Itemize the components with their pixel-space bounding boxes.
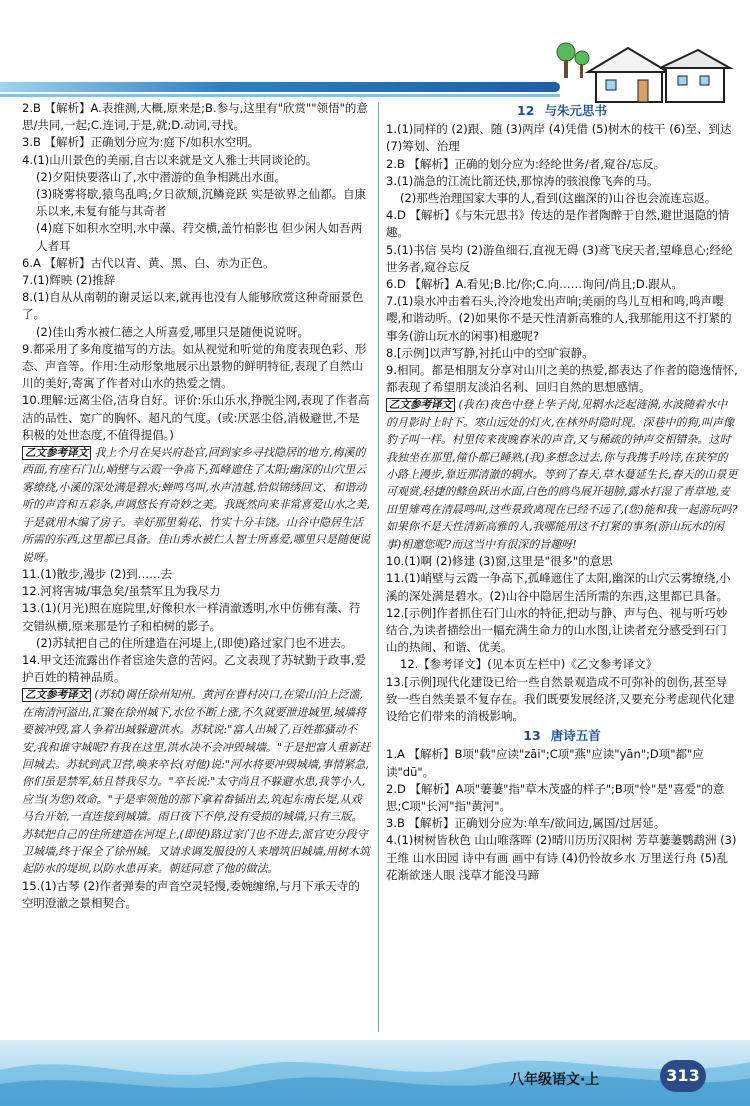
right-column xyxy=(386,100,738,884)
section-heading-12 xyxy=(386,102,738,119)
section-number: 12 xyxy=(517,103,535,118)
answer-item: 12.[示例]作者抓住石门山水的特征,把动与静、声与色、视与听巧妙结合,为读者描绘出一幅充满生命力的山水图,让读者充分感受到石门山的热闹、和谐、优美。 xyxy=(386,605,728,655)
answer-item: 2.D 【解析】A项"萋萋"指"草木茂盛的样子";B项"怜"是"喜爱"的意思;C项"长河"指"黄河"。 xyxy=(386,781,725,813)
answer-item: 3.B 【解析】正确划分应为:庭下/如积水空明。 xyxy=(22,135,260,150)
answer-item: (2)佳山秀水被仁德之人所喜爱,哪里只是随便说说呀。 xyxy=(36,324,309,339)
answer-item: 7.(1)辉映 (2)推辞 xyxy=(22,273,116,288)
footer-band xyxy=(0,1040,750,1106)
translation-tag: 乙文参考译文 xyxy=(22,446,91,460)
answer-item: 1.(1)同样的 (2)跟、随 (3)两岸 (4)凭借 (5)树木的枝干 (6)至、到达 (7)筹划、治理 xyxy=(386,122,732,154)
answer-item: 9.都采用了多角度描写的方法。如从视觉和听觉的角度表现色彩、形态、声音等。作用:生动形象地展示出景物的鲜明特征,表现了自然山川的美好,寄寓了作者对山水的热爱之情。 xyxy=(22,341,367,391)
answer-item: 10.(1)啊 (2)修建 (3)窗,这里是"很多"的意思 xyxy=(386,554,613,569)
answer-item: 7.(1)泉水冲击着石头,泠泠地发出声响;美丽的鸟儿互相和鸣,鸣声嘤嘤,和谐动听。(2)如果你不是天性清新高雅的人,我那能用这不打紧的事务(游山玩水的闲事)相邀呢? xyxy=(386,294,732,343)
house-illustration-icon xyxy=(548,38,738,106)
answer-item: 4.(1)树树皆秋色 山山唯落晖 (2)晴川历历汉阳树 芳草萋萋鹦鹉洲 (3)王维 山水田园 诗中有画 画中有诗 (4)仍怜故乡水 万里送行舟 (5)乱花渐欲迷人眼 浅草才能没马蹄 xyxy=(386,833,737,882)
section-title: 唐诗五首 xyxy=(550,728,601,744)
header-stripe-thin xyxy=(0,94,560,97)
left-column xyxy=(22,100,370,912)
answer-item: 2.B 【解析】A.表推测,大概,原来是;B.参与,这里有"欣赏""领悟"的意思/共同,一起;C.连词,于是,就;D.动词,寻找。 xyxy=(22,101,368,133)
section-number: 13 xyxy=(523,728,541,744)
answer-item: 15.(1)古琴 (2)作者弹奏的声音空灵轻慢,委婉缠绵,与月下承天寺的空明澄澈之景相契合。 xyxy=(22,878,360,910)
translation-text: 我上个月在吴兴府赴官,回到家乡寻找隐居的地方,梅溪的西面,有座石门山,峭壁与云霞一争高下,孤峰遮住了太阳;幽深的山穴里云雾缭绕,小溪的深处满是碧水;蝉鸣鸟叫,水声清越,恰似锦绣回文、和谐动听的声音和五彩条,声调悠长有奇妙之美。我既然向来非常喜爱山水之美,于是就用木编了房子。幸好那里菊花、竹实十分丰饶。山谷中隐居生活所需的东西,这里都已具备。佳山秀水被仁人智士所喜爱,哪里只是随便说说呀。 xyxy=(22,446,370,564)
answer-item: 4.D 【解析】《与朱元思书》传达的是作者陶醉于自然,避世退隐的情趣。 xyxy=(386,208,730,240)
footer-label: 八年级语文·上 xyxy=(510,1072,600,1088)
answer-item: 5.(1)书信 吴均 (2)游鱼细石,直视无碍 (3)鸢飞戾天者,望峰息心;经纶世务者,窥谷忘反 xyxy=(386,242,733,274)
translation-text: (我在)夜色中登上华子岗,见辋水泛起涟漪,水波随着水中的月影时上时下。寒山远处的灯火,在林外时隐时现。深巷中的狗,叫声像豹子叫一样。村里传来夜晚舂米的声音,又与稀疏的钟声交相错杂。这时我独坐在那里,僮仆都已睡熟,(我)多想念过去,你与我携手吟诗,在狭窄的小路上漫步,靠近那清澈的辋水。等到了春天,草木蔓延生长,春天的山景更可观赏,轻捷的鲦鱼跃出水面,白色的鸥鸟展开翅膀,露水打湿了青草地,麦田里雉鸡在清晨鸣叫,这些景致离现在已经不远了,(您)能和我一起游玩吗?如果你不是天性清新高雅的人,我哪能用这不打紧的事务(游山玩水的闲事)相邀您呢?而这当中有很深的旨趣呀! xyxy=(386,398,738,551)
answer-item: 1.A 【解析】B项"载"应读"zāi";C项"燕"应读"yān";D项"都"应读"dū"。 xyxy=(386,747,704,779)
translation-tag: 乙文参考译文 xyxy=(22,688,91,702)
answer-note: 12.【参考译文】(见本页左栏中)《乙文参考译文》 xyxy=(400,657,658,672)
translation-block xyxy=(22,686,370,877)
answer-item: 10.理解:远离尘俗,洁身自好。评价:乐山乐水,挣脱尘网,表现了作者高洁的品性、宽广的胸怀、超凡的气度。(或:厌恶尘俗,消极避世,不是积极的处世态度,不值得提倡。) xyxy=(22,393,370,442)
answer-item: 11.(1)峭壁与云霞一争高下,孤峰遮住了太阳,幽深的山穴云雾缭绕,小溪的深处满是碧水。(2)山谷中隐居生活所需的东西,这里都已具备。 xyxy=(386,571,731,603)
answer-item: 6.D 【解析】A.看见;B.比/你;C.向……询问/尚且;D.跟从。 xyxy=(386,277,683,292)
answer-item: (2)那些治理国家大事的人,看到(这幽深的)山谷也会流连忘返。 xyxy=(400,191,717,206)
translation-text: (苏轼)调任徐州知州。黄河在曹村决口,在梁山泊上泛滥,在南清河溢出,汇聚在徐州城下,水位不断上涨,不久就要泄进城里,城墙将要被冲毁,富人争着出城躲避洪水。苏轼说:"富人出城了,百姓都骚动不安,我和谁守城呢?有我在这里,洪水决不会冲毁城墙。"于是把富人重新赶回城去。苏轼到武卫营,唤来卒长(对他)说:"河水将要冲毁城墙,事情紧急,你们虽是禁军,姑且替我尽力。"卒长说:"太守尚且不躲避水患,我等小人,应当(为您)效命。"于是率领他的部下拿着畚锸出去,筑起东南长堤,从戏马台开始,一直连接到城墙。雨日夜下不停,没有受损的城墙,只有三版。苏轼把自己的住所建造在河堤上,(即使)路过家门也不进去,派官吏分段守卫城墙,终于保全了徐州城。又请求调发服役的人来增筑旧城墙,用树木筑起防水的堤坝,以防水患再来。朝廷同意了他的做法。 xyxy=(22,688,370,876)
answer-item: 4.(1)山川景色的美丽,自古以来就是文人雅士共同谈论的。 xyxy=(22,152,318,167)
answer-item: (4)庭下如积水空明,水中藻、荇交横,盖竹柏影也 但少闲人如吾两人者耳 xyxy=(36,221,363,253)
answer-page xyxy=(0,100,750,1040)
header-stripe xyxy=(0,82,560,92)
answer-item: 2.B 【解析】正确的划分应为:经纶世务/者,窥谷/忘反。 xyxy=(386,156,666,171)
answer-item: 8.[示例]以声写静,衬托山中的空旷寂静。 xyxy=(386,345,594,360)
translation-block xyxy=(386,396,738,553)
translation-tag: 乙文参考译文 xyxy=(386,398,455,412)
answer-item: 13.[示例]现代化建设已给一些自然景观造成不可弥补的创伤,甚至导致一些自然美景不复存在。我们既要发展经济,又要充分考虑现代化建设给它们带来的消极影响。 xyxy=(386,674,735,723)
translation-block xyxy=(22,444,370,566)
answer-item: 12.河将害城/事急矣/虽禁军且为我尽力 xyxy=(22,584,221,599)
answer-item: 13.(1)(月光)照在庭院里,好像积水一样清澈透明,水中仿佛有藻、荇交错纵横,原来那是竹子和柏树的影子。 xyxy=(22,601,361,633)
answer-item: 8.(1)自从从南朝的谢灵运以来,就再也没有人能够欣赏这种奇丽景色了。 xyxy=(22,290,364,322)
section-heading-13 xyxy=(386,727,738,744)
answer-item: 9.相同。都是相朋友分享对山川之美的热爱,都表达了作者的隐逸情怀,都表现了希望朋友淡泊名利、回归自然的思想感情。 xyxy=(386,363,738,395)
wave-decoration-icon xyxy=(0,1040,750,1106)
answer-item: (3)晓雾将歇,猿鸟乱鸣;夕日欲颓,沉鳞竞跃 实是欲界之仙都。自康乐以来,未复有能与其奇者 xyxy=(36,187,367,219)
column-divider xyxy=(378,102,379,1032)
answer-item: 6.A 【解析】古代以青、黄、黑、白、赤为正色。 xyxy=(22,255,275,270)
answer-item: 14.甲文还流露出作者宦途失意的苦闷。乙文表现了苏轼勤于政事,爱护百姓的精神品质。 xyxy=(22,652,366,685)
answer-item: 3.B 【解析】正确划分应为:单车/欲问边,属国/过居延。 xyxy=(386,816,666,831)
answer-item: 3.(1)湍急的江流比箭还快,那惊涛的骇浪像飞奔的马。 xyxy=(386,173,659,188)
answer-item: (2)苏轼把自己的住所建造在河堤上,(即使)路过家门也不进去。 xyxy=(36,635,353,650)
header-banner xyxy=(0,0,750,100)
answer-item: 11.(1)散步,漫步 (2)到……去 xyxy=(22,566,173,581)
section-title: 与朱元思书 xyxy=(544,103,607,118)
page-number: 313 xyxy=(660,1060,706,1092)
answer-item: (2)夕阳快要落山了,水中潜游的鱼争相跳出水面。 xyxy=(36,169,286,184)
